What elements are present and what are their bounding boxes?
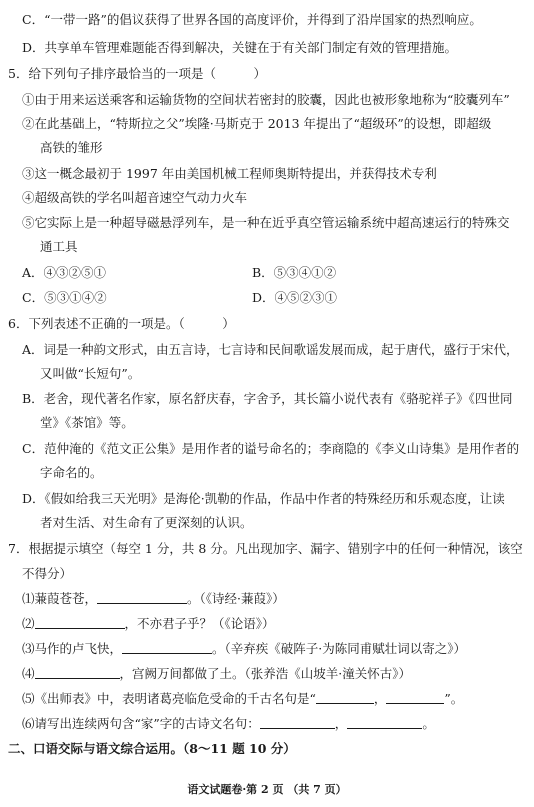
q7-item-6-prefix: ⑹请写出连续两句含“家”字的古诗文名句：	[22, 716, 260, 731]
q7-item-6-suffix: 。	[422, 716, 435, 731]
q5-option-a: A．④③②⑤①	[22, 265, 107, 280]
q6-option-d-cont: 者对生活、对生命有了更深刻的认识。	[40, 515, 253, 530]
page-footer: 语文试题卷·第 2 页 （共 7 页）	[187, 783, 347, 796]
q6-option-a-cont: 又叫做“长短句”。	[40, 366, 141, 381]
q7-item-3-suffix: 。（辛弃疾《破阵子·为陈同甫赋壮词以寄之》）	[212, 641, 466, 656]
q7-blank-5b[interactable]	[386, 691, 444, 704]
q7-stem-cont: 不得分）	[22, 566, 73, 581]
q7-item-5-suffix: ”。	[444, 691, 464, 706]
q7-item-3-prefix: ⑶马作的卢飞快，	[22, 641, 123, 656]
q6-option-c: C．范仲淹的《范文正公集》是用作者的谥号命名的；李商隐的《李义山诗集》是用作者的	[22, 441, 520, 456]
q5-sentence-3: ③这一概念最初于 1997 年由美国机械工程师奥斯特提出，并获得技术专利	[22, 166, 437, 181]
q7-item-1-prefix: ⑴蒹葭苍苍，	[22, 591, 98, 606]
q7-item-2	[22, 616, 275, 632]
q5-option-c: C．⑤③①④②	[22, 290, 107, 305]
q4-option-d: D．共享单车管理难题能否得到解决，关键在于有关部门制定有效的管理措施。	[22, 40, 458, 55]
q6-stem: 6．下列表述不正确的一项是。（ ）	[8, 316, 235, 331]
q7-blank-5a[interactable]	[316, 691, 374, 704]
q7-stem: 7．根据提示填空（每空 1 分，共 8 分。凡出现加字、漏字、错别字中的任何一种情况，该空	[8, 541, 523, 556]
q6-option-a: A．词是一种韵文形式，由五言诗，七言诗和民间歌谣发展而成，起于唐代，盛行于宋代，	[22, 342, 519, 357]
q5-stem: 5．给下列句子排序最恰当的一项是（ ）	[8, 66, 266, 81]
q5-option-d: D．④⑤②③①	[252, 290, 338, 305]
q7-blank-2[interactable]	[35, 616, 125, 629]
q7-item-4-prefix: ⑷	[22, 666, 35, 681]
q7-item-4	[22, 666, 411, 682]
q7-blank-6a[interactable]	[260, 716, 335, 729]
q7-item-5	[22, 691, 463, 707]
q5-sentence-5: ⑤它实际上是一种超导磁悬浮列车，是一种在近乎真空管运输系统中超高速运行的特殊交	[22, 215, 510, 230]
q7-blank-1[interactable]	[97, 591, 187, 604]
q7-blank-3[interactable]	[122, 641, 212, 654]
q7-item-4-suffix: ，宫阙万间都做了土。（张养浩《山坡羊·潼关怀古》）	[119, 666, 411, 681]
q4-option-c: C．“一带一路”的倡议获得了世界各国的高度评价，并得到了沿岸国家的热烈响应。	[22, 12, 482, 27]
q7-item-5-sep: ，	[373, 691, 387, 706]
section-2-heading: 二、口语交际与语文综合运用。（8～11 题 10 分）	[8, 741, 296, 756]
q5-sentence-5-cont: 通工具	[40, 239, 78, 254]
q6-option-c-cont: 字命名的。	[40, 465, 103, 480]
q5-sentence-1: ①由于用来运送乘客和运输货物的空间状若密封的胶囊，因此也被形象地称为“胶囊列车”	[22, 92, 510, 107]
q5-sentence-2-cont: 高铁的雏形	[40, 140, 103, 155]
q7-item-5-prefix: ⑸《出师表》中，表明诸葛亮临危受命的千古名句是“	[22, 691, 316, 706]
q7-item-1	[22, 591, 285, 607]
q6-option-d: D．《假如给我三天光明》是海伦·凯勒的作品，作品中作者的特殊经历和乐观态度，让读	[22, 491, 505, 506]
q7-item-2-prefix: ⑵	[22, 616, 35, 631]
q5-option-b: B．⑤③④①②	[252, 265, 337, 280]
q6-option-b: B．老舍，现代著名作家，原名舒庆春，字舍予，其长篇小说代表有《骆驼祥子》《四世同	[22, 391, 513, 406]
q7-blank-6b[interactable]	[347, 716, 422, 729]
q7-item-1-suffix: 。（《诗经·蒹葭》）	[187, 591, 285, 606]
q5-sentence-4: ④超级高铁的学名叫超音速空气动力火车	[22, 190, 248, 205]
q7-item-6	[22, 716, 435, 732]
q6-option-b-cont: 堂》《茶馆》等。	[40, 415, 134, 430]
q7-item-2-suffix: ，不亦君子乎？（《论语》）	[124, 616, 275, 631]
q7-blank-4[interactable]	[35, 666, 120, 679]
q7-item-6-sep: ，	[334, 716, 348, 731]
q5-sentence-2: ②在此基础上，“特斯拉之父”埃隆·马斯克于 2013 年提出了“超级环”的设想，即超级	[22, 116, 492, 131]
q7-item-3	[22, 641, 466, 657]
